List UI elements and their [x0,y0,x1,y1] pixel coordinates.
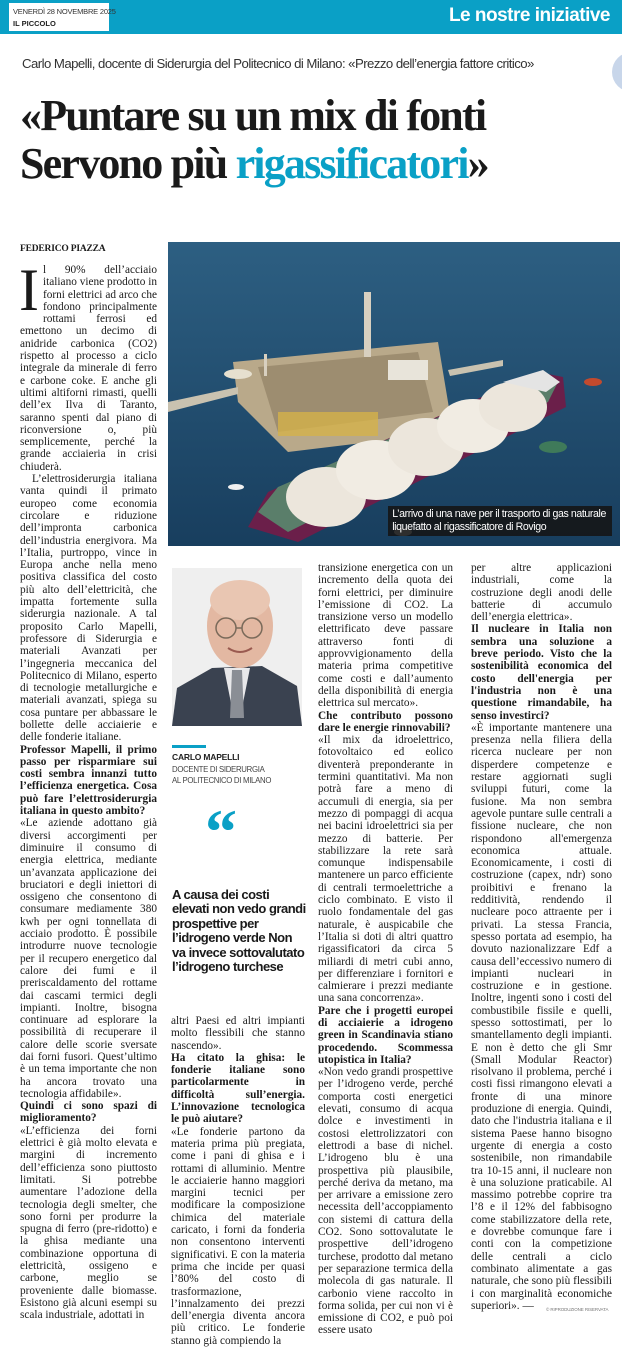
interview-answer: «Le aziende adottano già diversi accorgimenti per diminuire il consumo di energia elettrica, mediante un’avanzata applicazione dei bruciatori e degli iniettori di ossigeno che consentono di consumare mediamente 380 kwh per ogni tonnellata di acciaio prodotto. È possibile introdurre nuove tecnologie per il recupero energetico dal calore dei fumi e il preriscaldamento del rottame dai cascami termici degli impianti. Inoltre, bisogna continuare ad esplorare la possibilità di recuperare il calore delle scorie sversate dai forni fusori. Quest’ultimo è un tema importante che non ha ancora trovato una tecnologia affidabile». [20,817,157,1100]
interview-answer: «È importante mantenere una presenza nella filiera della ricerca nucleare per non disperdere competenze e restare aggiornati sugli sviluppi futuri, come la fusione. Ma non sembra agevole puntare sulle centrali a fissione nucleare, che non rispondono all'emergenza economica attuale. Economicamente, i costi di costruzione (capex, ndr) sono proibitivi e frenano la redditività, rendendo il nucleare poco attraente per i privati. La stessa Francia, spesso portata ad esempio, ha dovuto nazionalizzare Edf a causa dell’eccessivo numero di impianti nucleari in costruzione e in gestione. Inoltre, ingenti sono i costi del combustibile fissile e quelli, spesso sottostimati, per lo smantellamento degli impianti. E non è detto che gli Smr (Small Modular Reactor) risolvano il problema, perché i costi fissi rimangono elevati a fronte di una minore produzione di energia. Quindi, dato che l'industria italiana e il sistema Paese hanno bisogno urgente di energia a costo sostenibile, non rimandabile tra 10-15 anni, il nucleare non è una soluzione praticabile. Al massimo potrebbe coprire tra l’8 e il 12% del fabbisogno come stabilizzatore della rete, e dovrebbe comunque fare i conti con la competizione delle centrali a ciclo combinato alimentate a gas naturale, che sono più flessibili i con marginalità economiche superiori». — [471,721,612,1312]
column-4 [471,562,612,1312]
interview-answer: «L’efficienza dei forni elettrici è già molto elevata e margini di incremento dell’efficienza sono piuttosto limitati. Si potrebbe aumentare l’adozione della tecnologia degli smelter, che sono forni per produrre la spugna di ferro (pre-ridotto) e la ghisa mediante una combinazione opportuna di elettricità, ossigeno e carbone, meglio se proveniente dalle biomasse. Esistono già alcuni esempi su scala industriale, adottati in [20,1124,157,1322]
headline-line-2-start: Servono più [20,139,236,188]
interview-question: Ha citato la ghisa: le fonderie italiane sono particolarmente in difficoltà sull’energia. L’innovazione tecnologica le può aiutare? [171,1051,305,1126]
interview-answer: «Le fonderie partono da materia prima più pregiata, come i pani di ghisa e i rottami di alluminio. Mentre le acciaierie hanno maggiori margini tecnici per modificare la composizione chimica del materiale caricato, i forni da fonderia non consentono interventi significativi. E con la materia prima che incide per quasi l’80% del costo di trasformazione, l’innalzamento dei prezzi dell’energia diventa ancora più critico. Le fonderie stanno già compiendo la [171,1125,305,1347]
interview-answer-continued: transizione energetica con un incremento della quota dei forni elettrici, per diminuire l’emissione di CO2. La transizione verso un modello elettrificato deve passare attraverso fonti di approvvigionamento della materia prima competitive come costi e dall’aumento della disponibilità di energia elettrica sul mercato». [318,562,453,710]
issue-date: VENERDÌ 28 NOVEMBRE 2025 [13,7,116,16]
paragraph: L’elettrosiderurgia italiana vanta quindi il primato europeo come economia circolare e riduzione dell’impronta carbonica dell’industria energivora. Ma l’Italia, purtroppo, vince in Europa anche nella meno positiva classifica del costo più alto dell’elettricità, che impatta fortemente sulla siderurgia nazionale. A tal proposito Carlo Mapelli, professore di Siderurgia e materiali Avanzati per l’ingegneria meccanica del Politecnico di Milano, esperto di tecnologie metallurgiche e materiali avanzati, spiega su cosa puntare per abbassare le bollette delle acciaierie e delle fonderie italiane. [20,473,157,744]
interview-question: Pare che i progetti europei di acciaierie a idrogeno green in Scandinavia stiano procedendo. Scommessa utopistica in Italia? [318,1004,453,1066]
interview-answer: «Non vedo grandi prospettive per l’idrogeno verde, perché comporta costi energetici elevati, consumo di acqua dolce e investimenti in costosi elettrolizzatori con elettrodi a base di nichel. L’idrogeno blu è una prospettiva più plausibile, perché deriva da metano, ma per arrivare a emissione zero necessita dell’accoppiamento con sistemi di cattura della CO2. Sono sottovalutate le prospettive dell’idrogeno turchese, prodotto dal metano per separazione termica della molecola di gas naturale. Il carbonio viene raccolto in forma solida, per cui non vi è emissione di CO2, e può poi essere usato [318,1066,453,1337]
portrait-illustration [172,568,302,726]
bio-name: CARLO MAPELLI [172,752,240,762]
newspaper-name: IL PICCOLO [13,19,56,28]
portrait-photo [172,568,302,726]
column-2 [171,1015,305,1347]
headline-line-2-end: » [467,139,488,188]
bio-accent-bar [172,745,206,748]
photo-caption-line-2: liquefatto al rigassificatore di Rovigo [392,521,547,533]
article-headline [20,92,488,188]
masthead-bar [0,0,622,34]
masthead-date-box [9,3,116,31]
interview-question: Il nucleare in Italia non sembra una soluzione a breve periodo. Visto che la sostenibilità economica del costo dell'energia per l'industria non è una questione rimandabile, ha senso investirci? [471,623,612,722]
interview-question: Che contributo possono dare le energie rinnovabili? [318,709,453,734]
headline-line-1: «Puntare su un mix di fonti [20,91,486,140]
photo-illustration [168,242,620,546]
byline: FEDERICO PIAZZA [20,244,106,254]
photo-caption-line-1: L’arrivo di una nave per il trasporto di gas naturale [392,508,606,520]
photo-caption [388,506,612,536]
lng-ship-photo [168,242,620,546]
drop-cap: I [19,257,39,323]
interview-answer: «Il mix da idroelettrico, fotovoltaico ed eolico diventerà preponderante in termini quantitativi. Ma non potrà fare a meno di accumuli di energia, sia per mezzo di pompaggi di acqua nei bacini idroelettrici sia per mezzo di batterie. Per stabilizzare la rete sarà comunque indispensabile mantenere un parco efficiente di centrali termoelettriche a ciclo combinato. E visto il ruolo fondamentale del gas naturale, è auspicabile che l’Italia si doti di altri quattro rigassificatori da circa 5 miliardi di metri cubi anno, per differenziare i fornitori e calmierare i prezzi mediante una sana concorrenza». [318,734,453,1005]
bio-role-line-1: DOCENTE DI SIDERURGIA [172,765,265,774]
interview-question: Professor Mapelli, il primo passo per risparmiare sui costi sembra innanzi tutto l’efficienza energetica. Cosa può fare l’elettrosiderurgia italiana in questo ambito? [20,743,157,818]
headline-accent-word: rigassificatori [235,139,468,188]
article-kicker: Carlo Mapelli, docente di Siderurgia del Politecnico di Milano: «Prezzo dell’energia fattore critico» [22,56,534,71]
copyright-notice: © RIPRODUZIONE RISERVATA [546,1307,609,1312]
bio-role-line-2: AL POLITECNICO DI MILANO [172,776,272,785]
column-3 [318,562,453,1337]
headline-line-2 [20,140,488,188]
interview-answer-continued: altri Paesi ed altri impianti molto flessibili che stanno nascendo». [171,1015,305,1052]
page-edge-tab [612,52,622,92]
lead-text: l 90% dell’acciaio italiano viene prodotto in forni elettrici ad arco che fondono principalmente rottami ferrosi ed emettono un decimo di anidride carbonica (CO2) rispetto al processo a ciclo integrale da minerale di ferro e carbone coke. E anche gli ultimi altiforni rimasti, quelli dell’ex Ilva di Taranto, saranno spenti dal piano di riconversione o, più semplicemente, perché la grande acciaieria in crisi chiuderà. [20,264,157,473]
pull-quote: A causa dei costi elevati non vedo grandi prospettive per l’idrogeno verde Non va invece sottovalutato l’idrogeno turchese [172,887,306,975]
quote-icon: “ [205,796,237,867]
interview-question: Quindi ci sono spazi di miglioramento? [20,1100,157,1125]
bio-role [172,764,271,786]
lead-paragraph [19,257,157,473]
column-1 [19,257,157,1322]
section-title: Le nostre iniziative [448,5,610,26]
interview-answer-continued: per altre applicazioni industriali, come la costruzione degli anodi delle batterie di accumulo dell’energia elettrica». [471,562,612,624]
